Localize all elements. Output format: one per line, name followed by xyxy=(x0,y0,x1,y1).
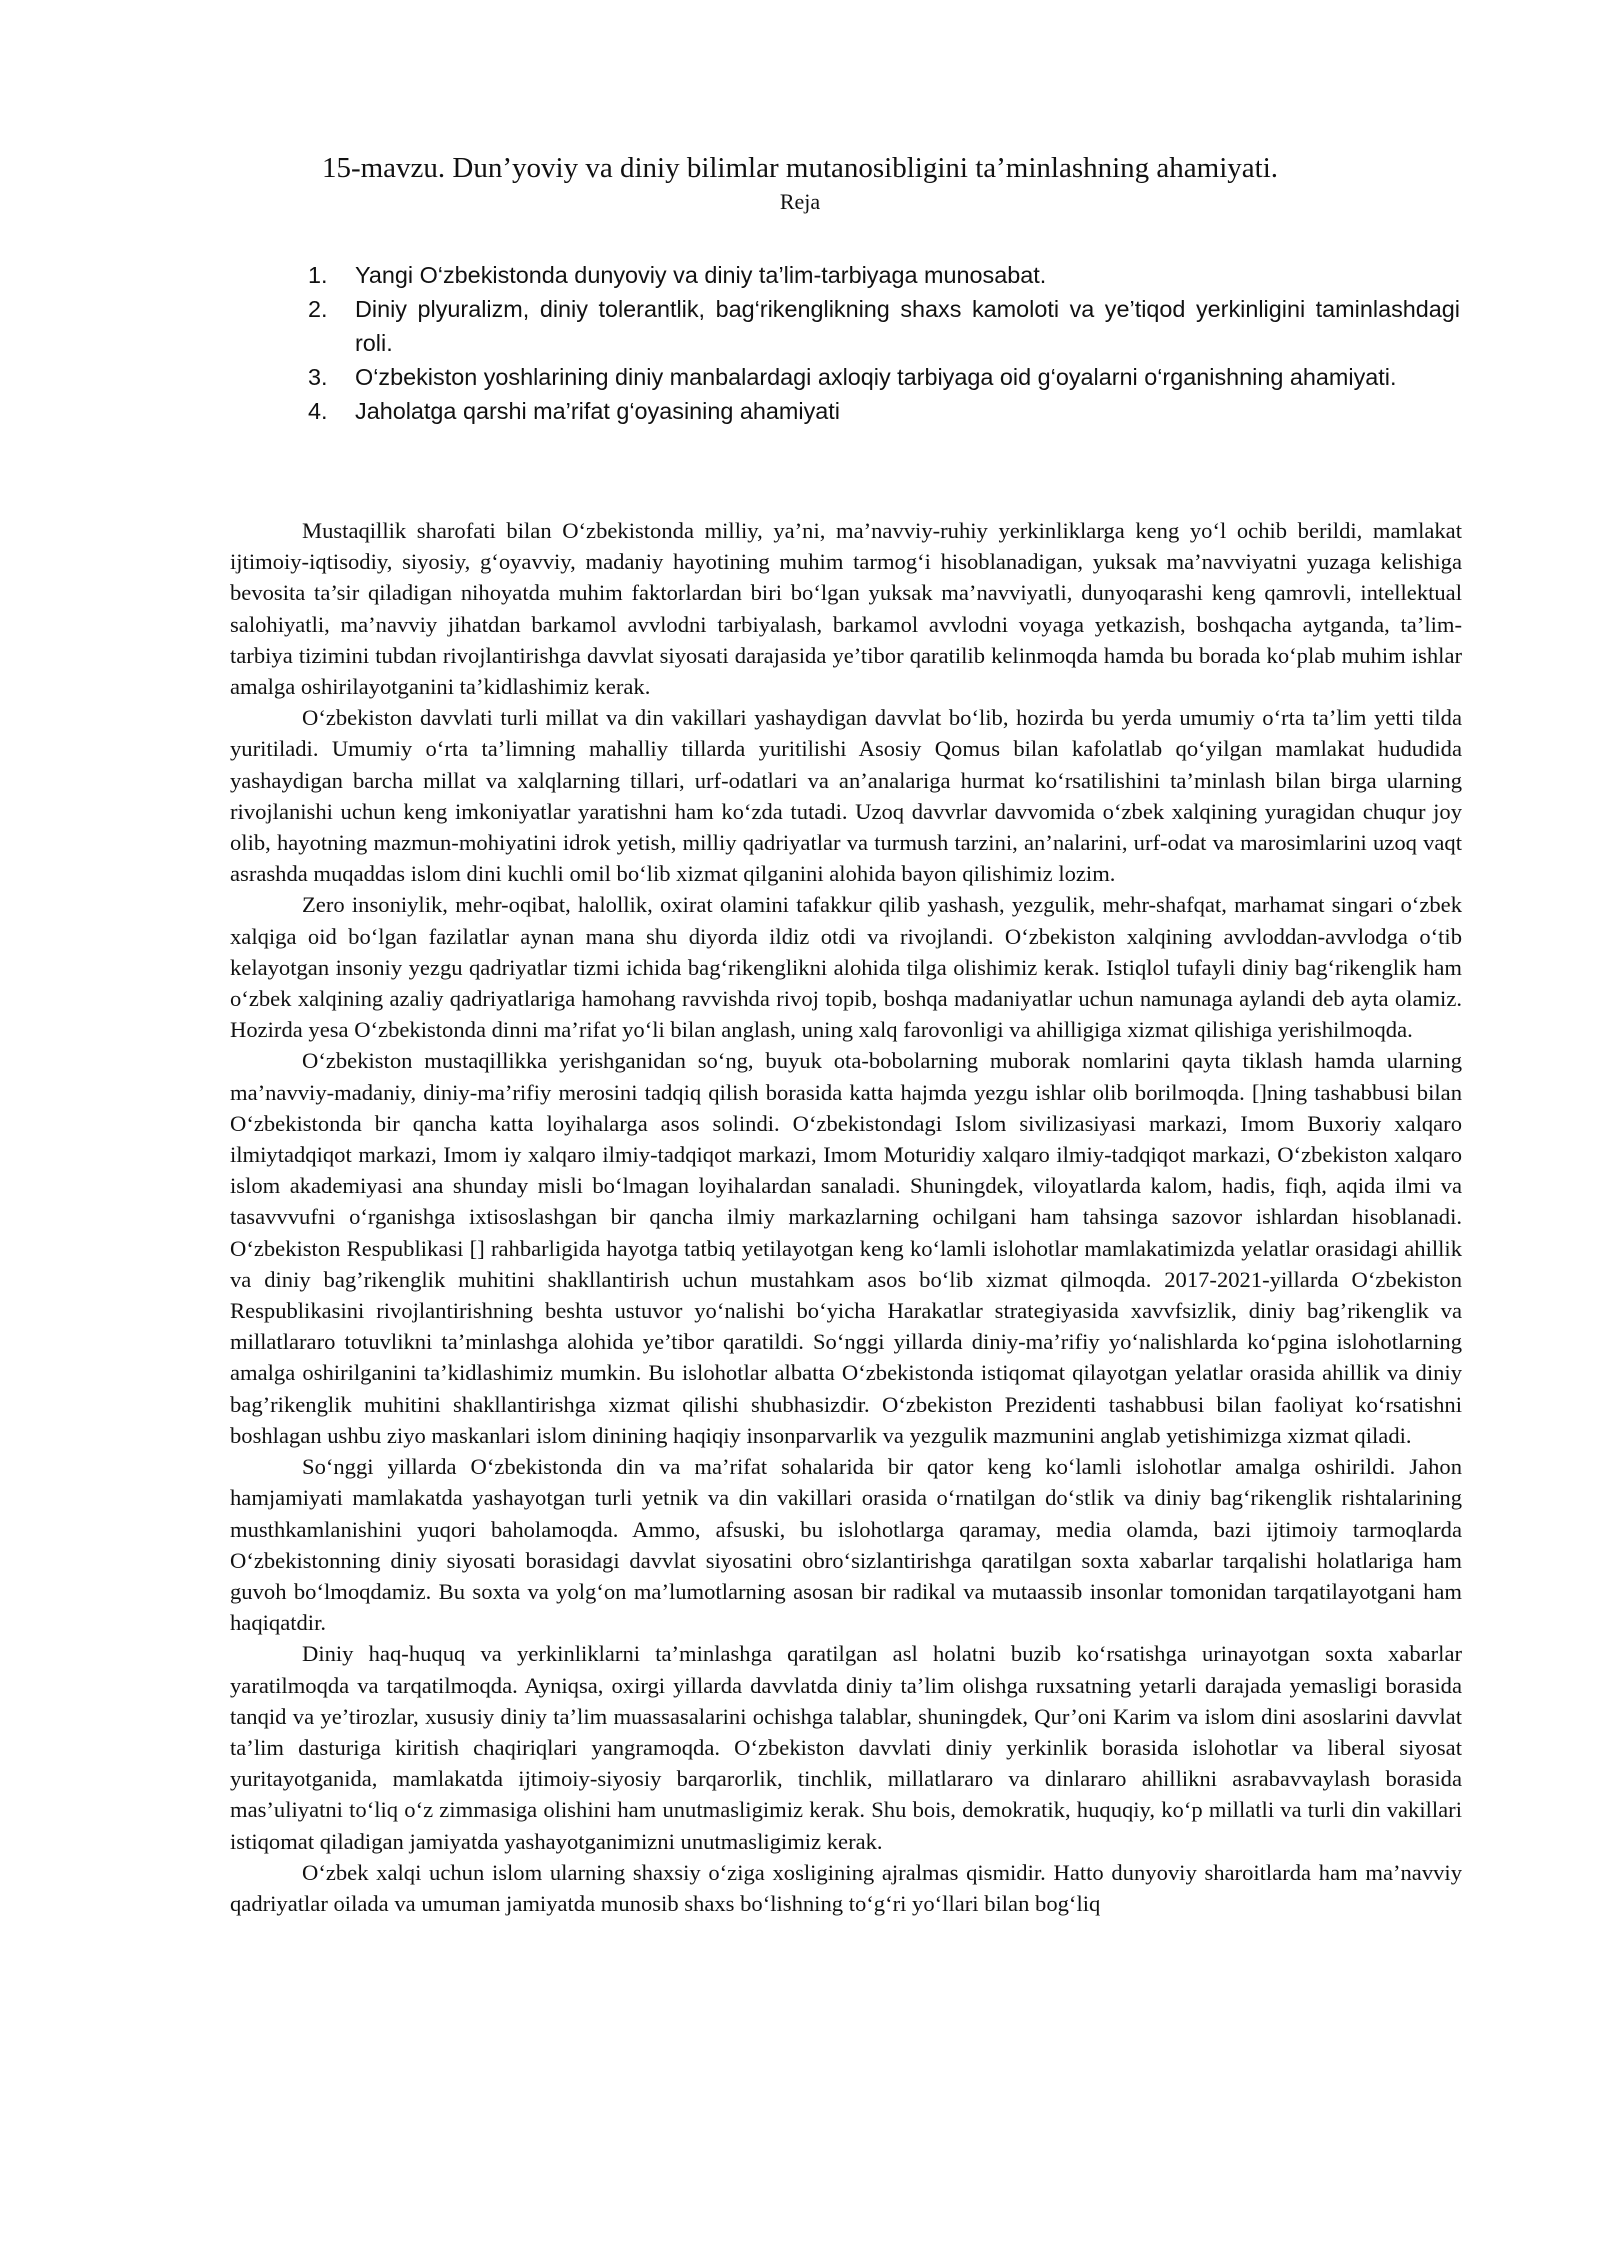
plan-item-text: Jaholatga qarshi ma’rifat g‘oyasining ahamiyati xyxy=(355,398,840,424)
plan-heading: Reja xyxy=(779,189,821,214)
plan-item-text: O‘zbekiston yoshlarining diniy manbalardagi axloqiy tarbiyaga oid g‘oyalarni o‘rganishning ahamiyati. xyxy=(355,364,1397,390)
plan-item-text: Yangi O‘zbekistonda dunyoviy va diniy ta’lim-tarbiyaga munosabat. xyxy=(355,262,1047,288)
body-text xyxy=(230,515,1462,1919)
plan-list xyxy=(300,258,1460,428)
plan-item-text: Diniy plyuralizm, diniy tolerantlik, bag‘rikenglikning shaxs kamoloti va ye’tiqod yerkinligini taminlashdagi roli. xyxy=(355,296,1460,356)
plan-item xyxy=(300,258,1460,292)
body-paragraph: Mustaqillik sharofati bilan O‘zbekistonda milliy, ya’ni, ma’navviy-ruhiy yerkinliklarga keng yo‘l ochib berildi, mamlakat ijtimoiy-iqtisodiy, siyosiy, g‘oyavviy, madaniy hayotining muhim tarmog‘i hisoblanadigan, yuksak ma’navviyatni yuzaga kelishiga bevosita ta’sir qiladigan nihoyatda muhim faktorlardan biri bo‘lgan yuksak ma’navviyatli, dunyoqarashi keng qamrovli, intellektual salohiyatli, ma’navviy jihatdan barkamol avvlodni tarbiyalash, barkamol avvlodni voyaga yetkazish, boshqacha aytganda, ta’lim-tarbiya tizimini tubdan rivojlantirishga davvlat siyosati darajasida ye’tibor qaratilib kelinmoqda hamda bu borada ko‘plab muhim ishlar amalga oshirilayotganini ta’kidlashimiz kerak. xyxy=(230,518,1462,700)
body-paragraph: Zero insoniylik, mehr-oqibat, halollik, oxirat olamini tafakkur qilib yashash, yezgulik, mehr-shafqat, marhamat singari o‘zbek xalqiga oid bo‘lgan fazilatlar aynan mana shu diyorda ildiz otdi va rivojlandi. O‘zbekiston xalqining avvloddan-avvlodga o‘tib kelayotgan insoniy yezgu qadriyatlar tizmi ichida bag‘rikenglikni alohida tilga olishimiz kerak. Istiqlol tufayli diniy bag‘rikenglik ham o‘zbek xalqining azaliy qadriyatlariga hamohang ravvishda rivoj topib, boshqa madaniyatlar uchun namunaga aylandi deb ayta olamiz. Hozirda yesa O‘zbekistonda dinni ma’rifat yo‘li bilan anglash, uning xalq farovonligi va ahilligiga xizmat qilishiga yerishilmoqda. xyxy=(230,892,1462,1043)
plan-item xyxy=(300,360,1460,394)
plan-item-number: 3. xyxy=(308,364,328,390)
plan-item-number: 2. xyxy=(308,296,328,322)
body-paragraph: O‘zbekiston mustaqillikka yerishganidan so‘ng, buyuk ota-bobolarning muborak nomlarini qayta tiklash hamda ularning ma’navviy-madaniy, diniy-ma’rifiy merosini tadqiq qilish borasida katta hajmda yezgu ishlar olib borilmoqda. []ning tashabbusi bilan O‘zbekistonda bir qancha katta loyihalarga asos solindi. O‘zbekistondagi Islom sivilizasiyasi markazi, Imom Buxoriy xalqaro ilmiytadqiqot markazi, Imom iy xalqaro ilmiy-tadqiqot markazi, Imom Moturidiy xalqaro ilmiy-tadqiqot markazi, O‘zbekiston xalqaro islom akademiyasi ana shunday misli bo‘lmagan loyihalardan sanaladi. Shuningdek, viloyatlarda kalom, hadis, fiqh, aqida ilmi va tasavvvufni o‘rganishga ixtisoslashgan bir qancha ilmiy markazlarning ochilgani ham tahsinga sazovor ishlardan hisoblanadi. O‘zbekiston Respublikasi [] rahbarligida hayotga tatbiq yetilayotgan keng ko‘lamli islohotlar mamlakatimizda yelatlar orasidagi ahillik va diniy bag’rikenglik muhitini shakllantirish uchun mustahkam asos bo‘lib xizmat qilmoqda. 2017-2021-yillarda O‘zbekiston Respublikasini rivojlantirishning beshta ustuvor yo‘nalishi bo‘yicha Harakatlar strategiyasida xavvfsizlik, diniy bag’rikenglik va millatlararo totuvlikni ta’minlashga alohida ye’tibor qaratildi. So‘nggi yillarda diniy-ma’rifiy yo‘nalishlarda ko‘pgina islohotlarning amalga oshirilganini ta’kidlashimiz mumkin. Bu islohotlar albatta O‘zbekistonda istiqomat qilayotgan yelatlar orasida ahillik va diniy bag’rikenglik muhitini shakllantirishga xizmat qilishi shubhasizdir. O‘zbekiston Prezidenti tashabbusi bilan faoliyat ko‘rsatishni boshlagan ushbu ziyo maskanlari islom dinining haqiqiy insonparvarlik va yezgulik mazmunini anglab yetishimizga xizmat qiladi. xyxy=(230,1048,1462,1448)
document-title: 15-mavzu. Dun’yoviy va diniy bilimlar mutanosibligini ta’minlashning ahamiyati. xyxy=(321,152,1279,184)
body-paragraph: Diniy haq-huquq va yerkinliklarni ta’minlashga qaratilgan asl holatni buzib ko‘rsatishga urinayotgan soxta xabarlar yaratilmoqda va tarqatilmoqda. Ayniqsa, oxirgi yillarda davvlatda diniy ta’lim olishga ruxsatning yetarli darajada yemasligi borasida tanqid va ye’tirozlar, xususiy diniy ta’lim muassasalarini ochishga talablar, shuningdek, Qur’oni Karim va islom dini asoslarini davvlat ta’lim dasturiga kiritish chaqiriqlari yangramoqda. O‘zbekiston davvlati diniy yerkinlik borasida islohotlar va liberal siyosat yuritayotganida, mamlakatda ijtimoiy-siyosiy barqarorlik, tinchlik, millatlararo va dinlararo ahillikni asrabavvaylash borasida mas’uliyatni to‘liq o‘z zimmasiga olishini ham unutmasligimiz kerak. Shu bois, demokratik, huquqiy, ko‘p millatli va turli din vakillari istiqomat qiladigan jamiyatda yashayotganimizni unutmasligimiz kerak. xyxy=(230,1641,1462,1854)
plan-item xyxy=(300,394,1460,428)
plan-item-number: 4. xyxy=(308,398,328,424)
plan-item xyxy=(300,292,1460,360)
plan-item-number: 1. xyxy=(308,262,328,288)
body-paragraph: O‘zbek xalqi uchun islom ularning shaxsiy o‘ziga xosligining ajralmas qismidir. Hatto dunyoviy sharoitlarda ham ma’navviy qadriyatlar oilada va umuman jamiyatda munosib shaxs bo‘lishning to‘g‘ri yo‘llari bilan bog‘liq xyxy=(230,1859,1462,1916)
body-paragraph: O‘zbekiston davvlati turli millat va din vakillari yashaydigan davvlat bo‘lib, hozirda bu yerda umumiy o‘rta ta’lim yetti tilda yuritiladi. Umumiy o‘rta ta’limning mahalliy tillarda yuritilishi Asosiy Qomus bilan kafolatlab qo‘yilgan mamlakat hududida yashaydigan barcha millat va xalqlarning tillari, urf-odatlari va an’analariga hurmat ko‘rsatilishini ta’minlash bilan birga ularning rivojlanishi uchun keng imkoniyatlar yaratishni ham ko‘zda tutadi. Uzoq davvrlar davvomida o‘zbek xalqining yuragidan chuqur joy olib, hayotning mazmun-mohiyatini idrok yetish, milliy qadriyatlar va turmush tarzini, an’nalarini, urf-odat va marosimlarini uzoq vaqt asrashda muqaddas islom dini kuchli omil bo‘lib xizmat qilganini alohida bayon qilishimiz lozim. xyxy=(230,705,1462,887)
body-paragraph: So‘nggi yillarda O‘zbekistonda din va ma’rifat sohalarida bir qator keng ko‘lamli islohotlar amalga oshirildi. Jahon hamjamiyati mamlakatda yashayotgan turli yetnik va din vakillari orasida o‘rnatilgan do‘stlik va diniy bag‘rikenglik rishtalarining musthkamlanishini yuqori baholamoqda. Ammo, afsuski, bu islohotlarga qaramay, media olamda, bazi ijtimoiy tarmoqlarda O‘zbekistonning diniy siyosati borasidagi davvlat siyosatini obro‘sizlantirishga qaratilgan soxta xabarlar tarqalishi holatlariga ham guvoh bo‘lmoqdamiz. Bu soxta va yolg‘on ma’lumotlarning asosan bir radikal va mutaassib insonlar tomonidan tarqatilayotgani ham haqiqatdir. xyxy=(230,1454,1462,1636)
